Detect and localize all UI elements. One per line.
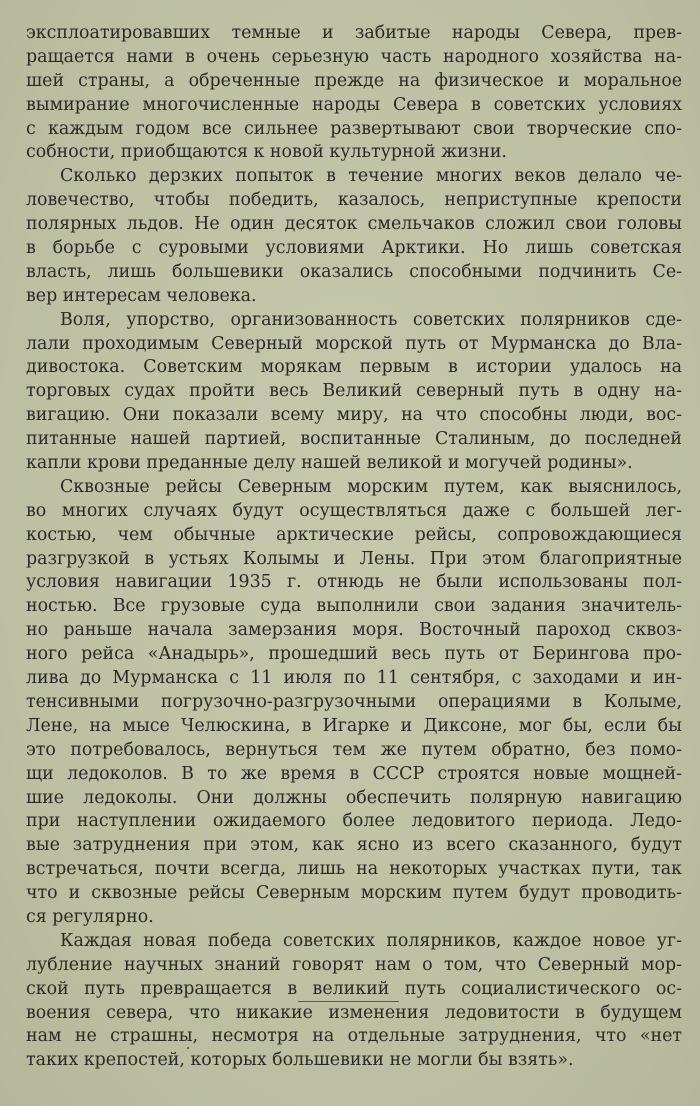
text-line: эксплоатировавших темные и забитые народы Севера, прев- (26, 23, 682, 43)
paragraph (26, 309, 682, 476)
paragraph (26, 476, 682, 930)
text-line: нам не страшны, несмотря на отдельные затруднения, что «нет (26, 1026, 682, 1047)
text-line: в борьбе с суровыми условиями Арктики. Но лишь советская (26, 238, 682, 259)
section-divider (298, 1001, 399, 1002)
text-line: вымирание многочисленные народы Севера в советских условиях (26, 94, 682, 115)
text-line: шей страны, а обреченные прежде на физическое и моральное (26, 70, 682, 91)
text-line: это потребовалось, вернуться тем же путем обратно, без помо- (26, 739, 682, 760)
text-line: костью, чем обычные арктические рейсы, сопровождающиеся (26, 524, 682, 545)
text-line: встречаться, почти всегда, лишь на некоторых участках пути, так (26, 859, 682, 880)
text-line: шие ледоколы. Они должны обеспечить полярную навигацию (26, 787, 682, 808)
text-line: во многих случаях будут осуществляться даже с большей лег- (26, 500, 682, 521)
text-line: капли крови преданные делу нашей великой и могучей родины». (26, 453, 633, 474)
text-line: ностью. Все грузовые суда выполнили свои задания значитель- (26, 596, 682, 617)
text-line: вер интересам человека. (26, 285, 257, 306)
text-line: тенсивными погрузочно-разгрузочными операциями в Колыме, (26, 691, 682, 712)
text-line: ской путь превращается в великий путь социалистического ос- (26, 978, 682, 999)
text-line: Сколько дерзких попыток в течение многих веков делало че- (60, 166, 682, 187)
text-line: Воля, упорство, организованность советских полярников сде- (60, 309, 682, 330)
text-line: лубление научных знаний говорят нам о том, что Северный мор- (26, 954, 682, 975)
text-line: питанные нашей партией, воспитанные Сталиным, до последней (26, 429, 682, 450)
text-line: что и сквозные рейсы Северным морским путем будут проводить- (26, 883, 682, 904)
text-line: вигацию. Они показали всему миру, на что способны люди, вос- (26, 405, 682, 426)
text-line: торговых судах пройти весь Великий северный путь в одну на- (26, 381, 682, 402)
text-line: лали проходимым Северный морской путь от Мурманска до Вла- (26, 333, 682, 354)
text-line: ного рейса «Анадырь», прошедший весь путь от Берингова про- (26, 644, 682, 665)
text-line: Сквозные рейсы Северным морским путем, как выяснилось, (60, 476, 682, 497)
text-line: условия навигации 1935 г. отнюдь не были использованы пол- (26, 572, 682, 593)
text-line: собности, приобщаются к новой культурной жизни. (26, 142, 507, 163)
text-line: щи ледоколов. В то же время в СССР строятся новые мощней- (26, 763, 682, 784)
text-line: ся регулярно. (26, 906, 154, 927)
text-line: полярных льдов. Не один десяток смельчаков сложил свои головы (26, 214, 682, 235)
text-line: с каждым годом все сильнее развертывают свои творческие спо- (26, 118, 682, 139)
text-line: лива до Мурманска с 11 июля по 11 сентября, с заходами и ин- (26, 668, 682, 689)
text-line: ращается нами в очень серьезную часть народного хозяйства на- (26, 46, 682, 67)
text-line: власть, лишь большевики оказались способными подчинить Се- (26, 261, 682, 282)
text-line: ловечество, чтобы победить, казалось, неприступные крепости (26, 190, 682, 211)
text-line: воения севера, что никакие изменения ледовитости в будущем (26, 1002, 682, 1023)
print-speck (187, 1047, 189, 1049)
text-line: Лене, на мысе Челюскина, в Игарке и Диксоне, мог бы, если бы (26, 715, 682, 736)
text-line: но раньше начала замерзания моря. Восточный пароход сквоз- (26, 620, 682, 641)
text-line: разгрузкой в устьях Колымы и Лены. При этом благоприятные (26, 548, 682, 569)
text-line: дивостока. Советским морякам первым в истории удалось на (26, 357, 682, 378)
paragraph (26, 22, 682, 165)
text-line: таких крепостей, которых большевики не могли бы взять». (26, 1050, 574, 1071)
body-text (26, 22, 682, 1073)
text-line: при наступлении ожидаемого более ледовитого периода. Ледо- (26, 811, 682, 832)
text-line: Каждая новая победа советских полярников, каждое новое уг- (60, 930, 682, 951)
paragraph (26, 165, 682, 308)
text-line: вые затруднения при этом, как ясно из всего сказанного, будут (26, 835, 682, 856)
